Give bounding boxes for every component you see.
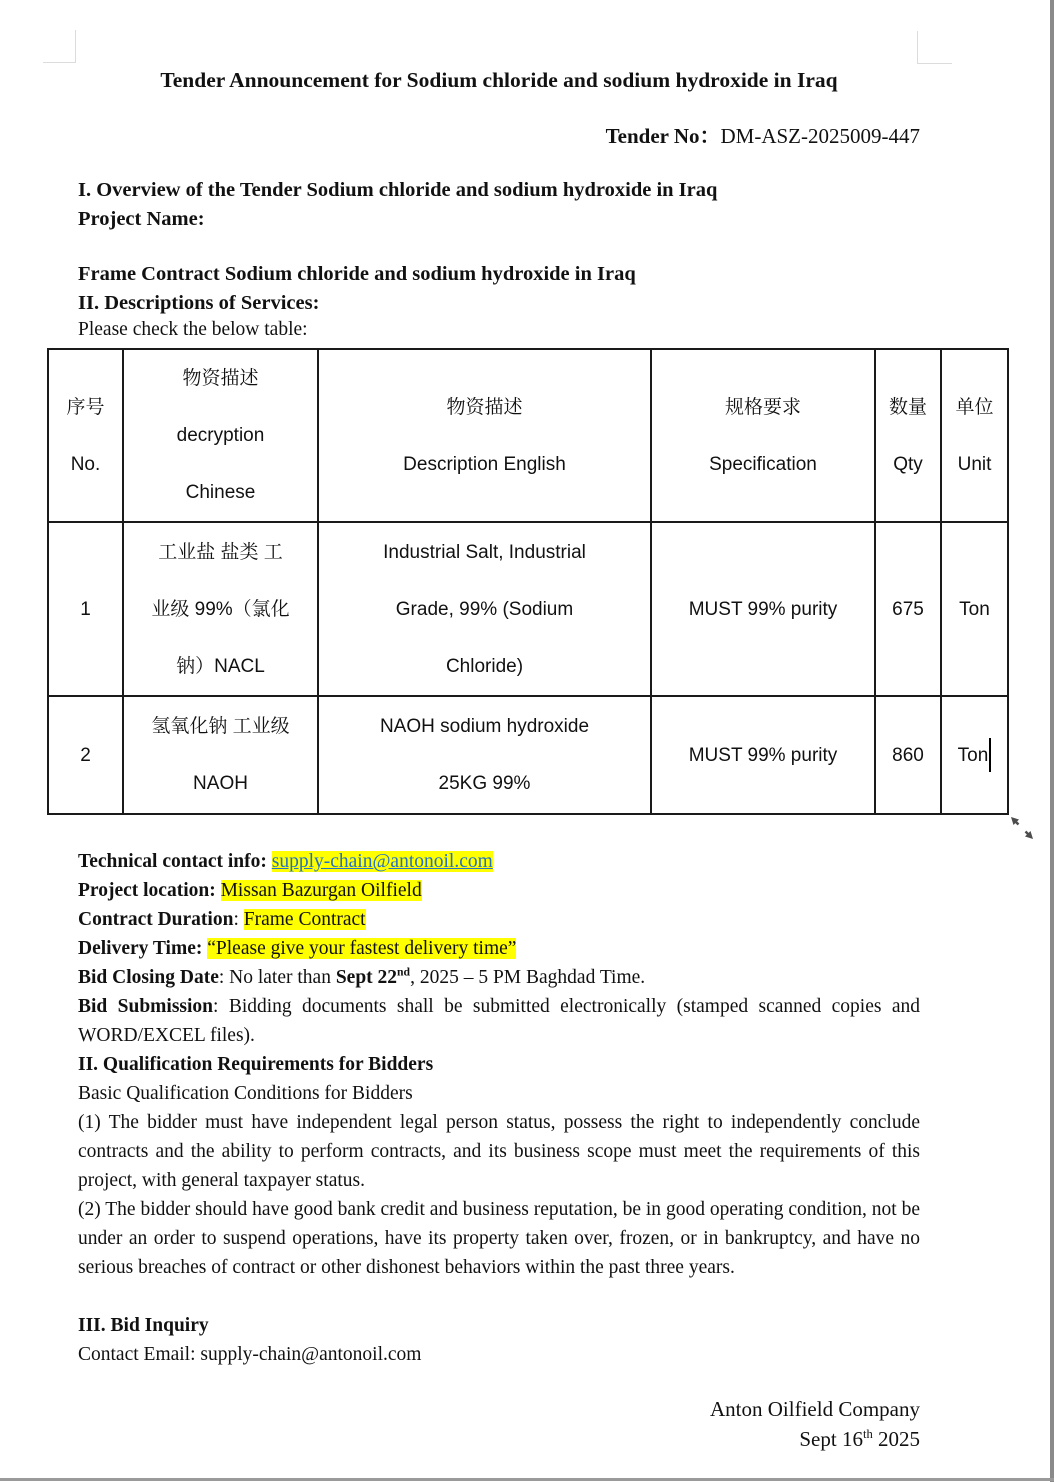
- header-desc-cn-line: 物资描述: [182, 368, 259, 389]
- contract-duration-separator: :: [233, 909, 244, 930]
- qualification-subheading: Basic Qualification Conditions for Bidders: [78, 1083, 413, 1104]
- technical-contact-line: [78, 847, 920, 876]
- margin-crop-mark-top-left: [43, 62, 76, 63]
- document-body: [78, 847, 920, 1369]
- company-name: Anton Oilfield Company: [710, 1397, 920, 1421]
- bid-closing-line: [78, 963, 920, 992]
- project-name-label: Project Name:: [78, 208, 205, 230]
- desc-cn-line: 氢氧化钠 工业级: [151, 716, 290, 737]
- cell-no: 1: [48, 522, 123, 696]
- desc-en-line: NAOH sodium hydroxide: [379, 716, 590, 737]
- desc-cn-line: 工业盐 盐类 工: [158, 541, 283, 563]
- section-descriptions-heading: [78, 260, 920, 318]
- bid-closing-prefix: : No later than: [218, 967, 336, 988]
- desc-en-line: Industrial Salt, Industrial: [383, 541, 586, 563]
- margin-crop-mark-top-right: [917, 63, 952, 64]
- header-qty-zh: 数量: [888, 396, 927, 418]
- cell-description-chinese: [123, 696, 318, 814]
- header-desc-cn-line: Chinese: [185, 482, 256, 503]
- project-location-line: [78, 876, 920, 905]
- table-row: [48, 522, 1008, 696]
- bid-closing-label: Bid Closing Date: [78, 967, 219, 988]
- signature-date: [78, 1424, 920, 1454]
- contact-email-label: Contact Email:: [78, 1344, 201, 1365]
- header-unit-zh: 单位: [955, 396, 994, 418]
- unit-text: Ton: [957, 744, 989, 766]
- bid-submission-text: : Bidding documents shall be submitted electronically (stamped scanned copies and WORD/EXCEL files).: [78, 996, 920, 1046]
- cell-unit: Ton: [941, 522, 1008, 696]
- header-desc-cn-line: decryption: [176, 425, 265, 446]
- signature-block: [78, 1394, 920, 1454]
- cell-description-english: [318, 696, 651, 814]
- desc-cn-line: 业级 99%（氯化: [151, 598, 290, 620]
- diagonal-resize-icon: [1009, 815, 1035, 841]
- header-unit-en: Unit: [957, 453, 992, 475]
- qualification-item-1: (1) The bidder must have independent legal person status, possess the right to independently conclude contracts and the ability to perform contracts, and its business scope must meet the requirements of this project, with general taxpayer status.: [78, 1112, 920, 1191]
- header-spec-zh: 规格要求: [724, 396, 801, 418]
- overview-heading-line: I. Overview of the Tender Sodium chloride and sodium hydroxide in Iraq: [78, 179, 718, 201]
- header-cell-specification: [651, 349, 875, 522]
- header-cell-description-english: [318, 349, 651, 522]
- bid-submission-label: Bid Submission: [78, 996, 214, 1017]
- delivery-time-label: Delivery Time:: [78, 938, 208, 959]
- signature-date-text: Sept 16: [799, 1427, 863, 1451]
- section-overview-heading: [78, 176, 920, 234]
- delivery-time-value: “Please give your fastest delivery time”: [207, 938, 517, 959]
- text-cursor: [989, 738, 991, 772]
- cell-description-english: [318, 522, 651, 696]
- header-no-en: No.: [70, 453, 101, 475]
- goods-table: [47, 348, 1009, 815]
- header-no-zh: 序号: [66, 396, 105, 418]
- tender-number-line: [78, 120, 920, 150]
- header-cell-unit: [941, 349, 1008, 522]
- bid-closing-date-text: Sept 22: [335, 967, 398, 988]
- desc-en-line: 25KG 99%: [438, 773, 531, 794]
- cell-no: 2: [48, 696, 123, 814]
- frame-contract-heading: Frame Contract Sodium chloride and sodium hydroxide in Iraq: [78, 263, 636, 285]
- desc-en-line: Grade, 99% (Sodium: [395, 598, 574, 620]
- signature-date-year: 2025: [872, 1427, 920, 1451]
- project-location-label: Project location:: [78, 880, 221, 901]
- cell-specification: MUST 99% purity: [651, 522, 875, 696]
- bid-closing-suffix: , 2025 – 5 PM Baghdad Time.: [410, 967, 646, 988]
- cell-description-chinese: [123, 522, 318, 696]
- header-cell-description-chinese: [123, 349, 318, 522]
- table-resize-handle[interactable]: [1009, 815, 1035, 841]
- window-border-bottom: [0, 1478, 1054, 1481]
- qualification-item-2: (2) The bidder should have good bank credit and business reputation, be in good operating condition, not be under an order to suspend operations, have its property taken over, frozen, or in bankruptcy, and have no serious breaches of contract or other dishonest behaviors within the past three years.: [78, 1199, 920, 1278]
- bid-inquiry-heading: III. Bid Inquiry: [78, 1315, 209, 1336]
- desc-cn-line: NAOH: [193, 773, 248, 794]
- contract-duration-value: Frame Contract: [243, 909, 366, 930]
- table-row: [48, 696, 1008, 814]
- cell-qty: 860: [875, 696, 941, 814]
- project-location-value: Missan Bazurgan Oilfield: [220, 880, 422, 901]
- signature-date-ordinal: th: [862, 1427, 873, 1441]
- header-qty-en: Qty: [893, 453, 923, 475]
- contact-email-line: [78, 1340, 920, 1369]
- contract-duration-line: [78, 905, 920, 934]
- document-title: Tender Announcement for Sodium chloride and sodium hydroxide in Iraq: [160, 68, 838, 92]
- bid-closing-date-ordinal: nd: [397, 965, 411, 979]
- margin-crop-mark-top-right: [917, 31, 918, 64]
- tender-number-value: DM-ASZ-2025009-447: [720, 124, 920, 148]
- table-header-row: [48, 349, 1008, 522]
- table-intro-text: Please check the below table:: [78, 319, 308, 340]
- bid-submission-paragraph: [78, 992, 920, 1050]
- header-cell-no: [48, 349, 123, 522]
- header-desc-en-zh: 物资描述: [446, 396, 523, 418]
- header-cell-qty: [875, 349, 941, 522]
- cell-specification: MUST 99% purity: [651, 696, 875, 814]
- delivery-time-line: [78, 934, 920, 963]
- contact-email-value: supply-chain@antonoil.com: [200, 1344, 422, 1365]
- technical-contact-label: Technical contact info:: [78, 851, 272, 872]
- margin-crop-mark-top-left: [75, 30, 76, 63]
- header-desc-en-en: Description English: [403, 453, 566, 475]
- cell-unit[interactable]: [941, 696, 1008, 814]
- contract-duration-label: Contract Duration: [78, 909, 234, 930]
- technical-contact-email-link[interactable]: supply-chain@antonoil.com: [271, 851, 493, 872]
- desc-cn-line: 钠）NACL: [176, 655, 265, 677]
- header-spec-en: Specification: [709, 453, 817, 475]
- descriptions-heading: II. Descriptions of Services:: [78, 292, 320, 314]
- window-border-right: [1050, 0, 1054, 1482]
- bid-closing-date: [336, 967, 410, 988]
- desc-en-line: Chloride): [445, 655, 524, 677]
- tender-number-label: Tender No：: [605, 124, 721, 148]
- qualification-heading: II. Qualification Requirements for Bidders: [78, 1054, 434, 1075]
- cell-qty: 675: [875, 522, 941, 696]
